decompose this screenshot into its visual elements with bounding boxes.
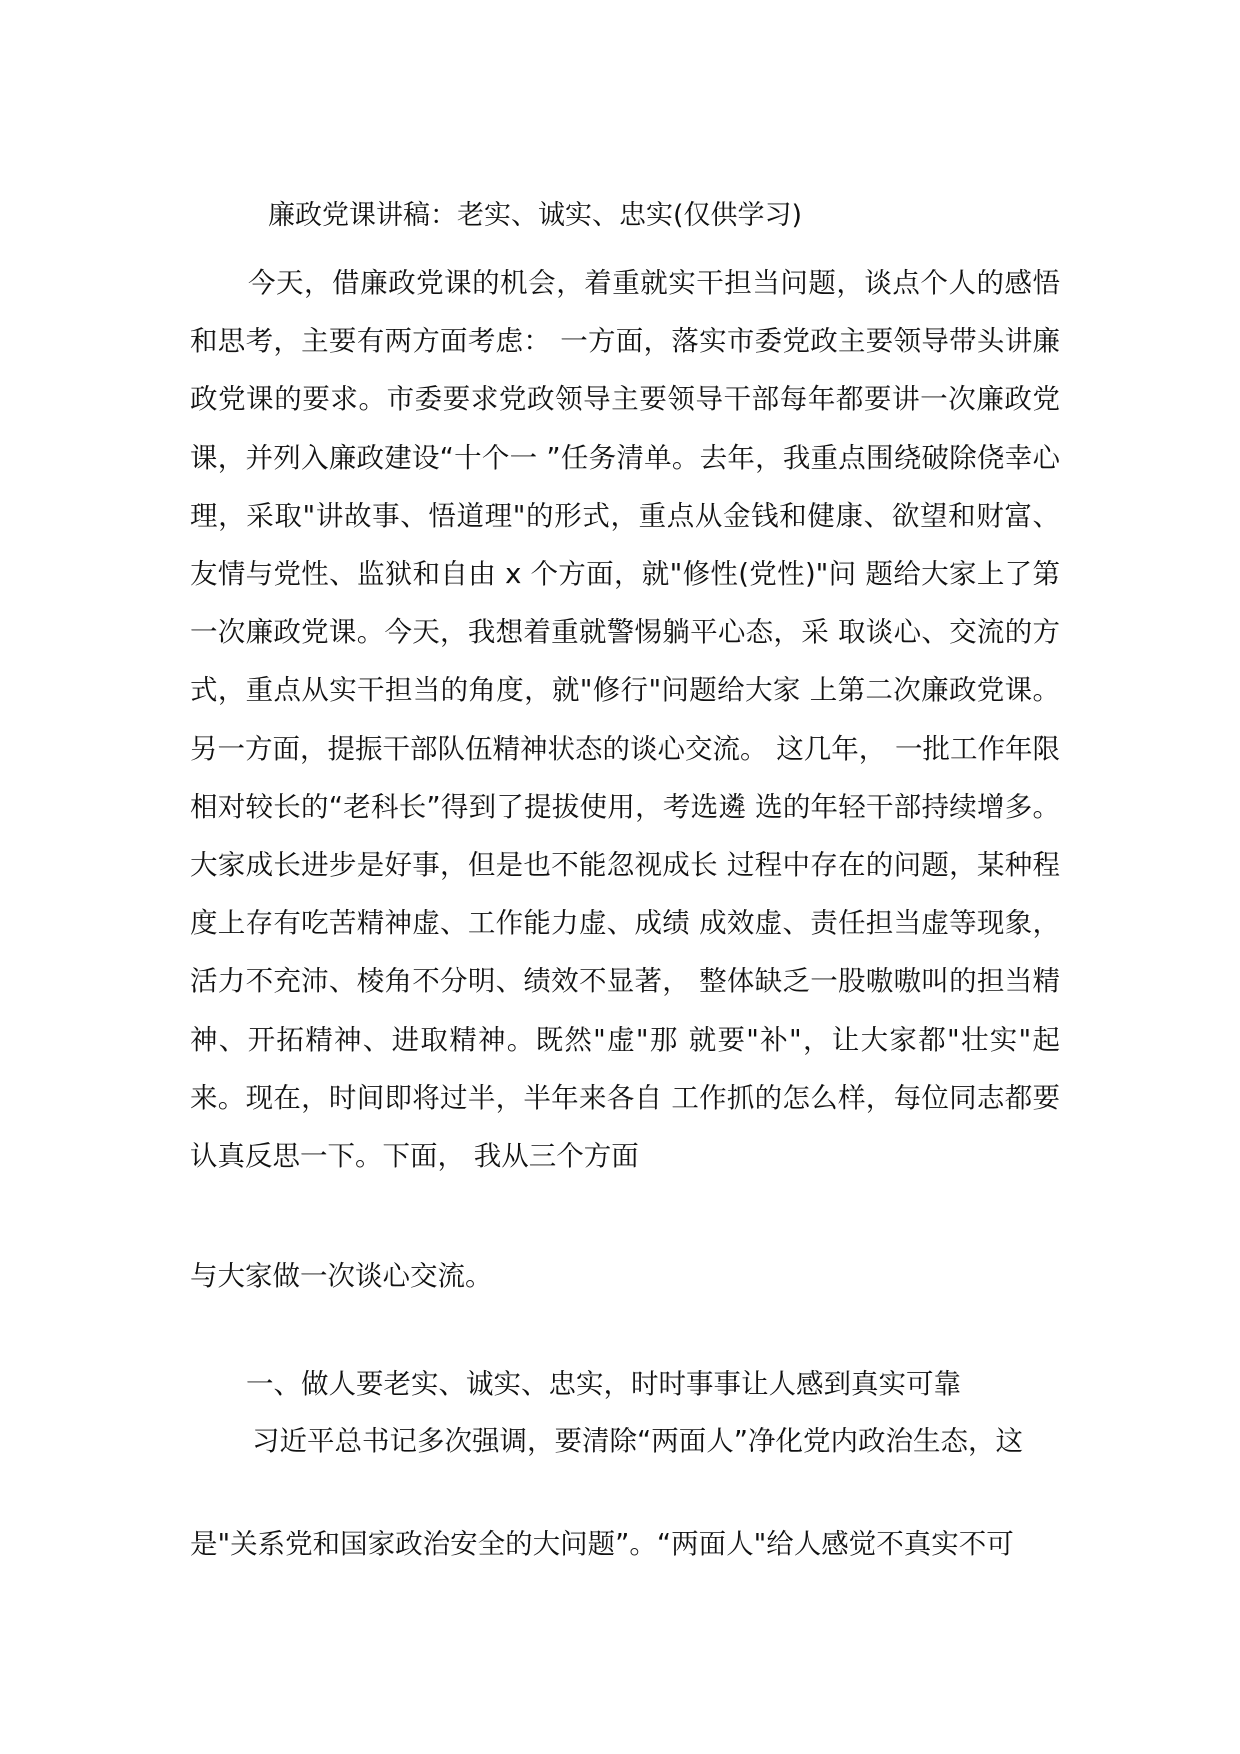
section-body-line: 习近平总书记多次强调，要清除“两面人”净化党内政治生态，这	[252, 1425, 1023, 1457]
document-title: 廉政党课讲稿：老实、诚实、忠实(仅供学习)	[268, 200, 803, 231]
body-continuation-line: 与大家做一次谈心交流。	[190, 1260, 493, 1292]
section-heading: 一、做人要老实、诚实、忠实，时时事事让人感到真实可靠	[246, 1368, 961, 1400]
body-paragraph: 今天，借廉政党课的机会，着重就实干担当问题，谈点个人的感悟和思考，主要有两方面考虑： 一方面，落实市委党政主要领导带头讲廉政党课的要求。市委要求党政领导主要领导干部每年都要讲一次廉政党课，并列入廉政建设“十个一 ”任务清单。去年，我重点围绕破除侥幸心理，采取"讲故事、悟道理"的形式，重点从金钱和健康、欲望和财富、友情与党性、监狱和自由 x 个方面，就"修性(党性)"问 题给大家上了第一次廉政党课。今天，我想着重就警惕躺平心态，采 取谈心、交流的方式，重点从实干担当的角度，就"修行"问题给大家 上第二次廉政党课。另一方面，提振干部队伍精神状态的谈心交流。 这几年， 一批工作年限相对较长的“老科长”得到了提拔使用，考选遴 选的年轻干部持续增多。大家成长进步是好事，但是也不能忽视成长 过程中存在的问题，某种程度上存有吃苦精神虚、工作能力虚、成绩 成效虚、责任担当虚等现象，活力不充沛、棱角不分明、绩效不显著， 整体缺乏一股嗷嗷叫的担当精神、开拓精神、进取精神。既然"虚"那 就要"补"，让大家都"壮实"起来。现在，时间即将过半，半年来各自 工作抓的怎么样，每位同志都要认真反思一下。下面， 我从三个方面	[190, 267, 1060, 1173]
section-body-line: 是"关系党和国家政治安全的大问题”。“两面人"给人感觉不真实不可	[190, 1528, 1014, 1560]
